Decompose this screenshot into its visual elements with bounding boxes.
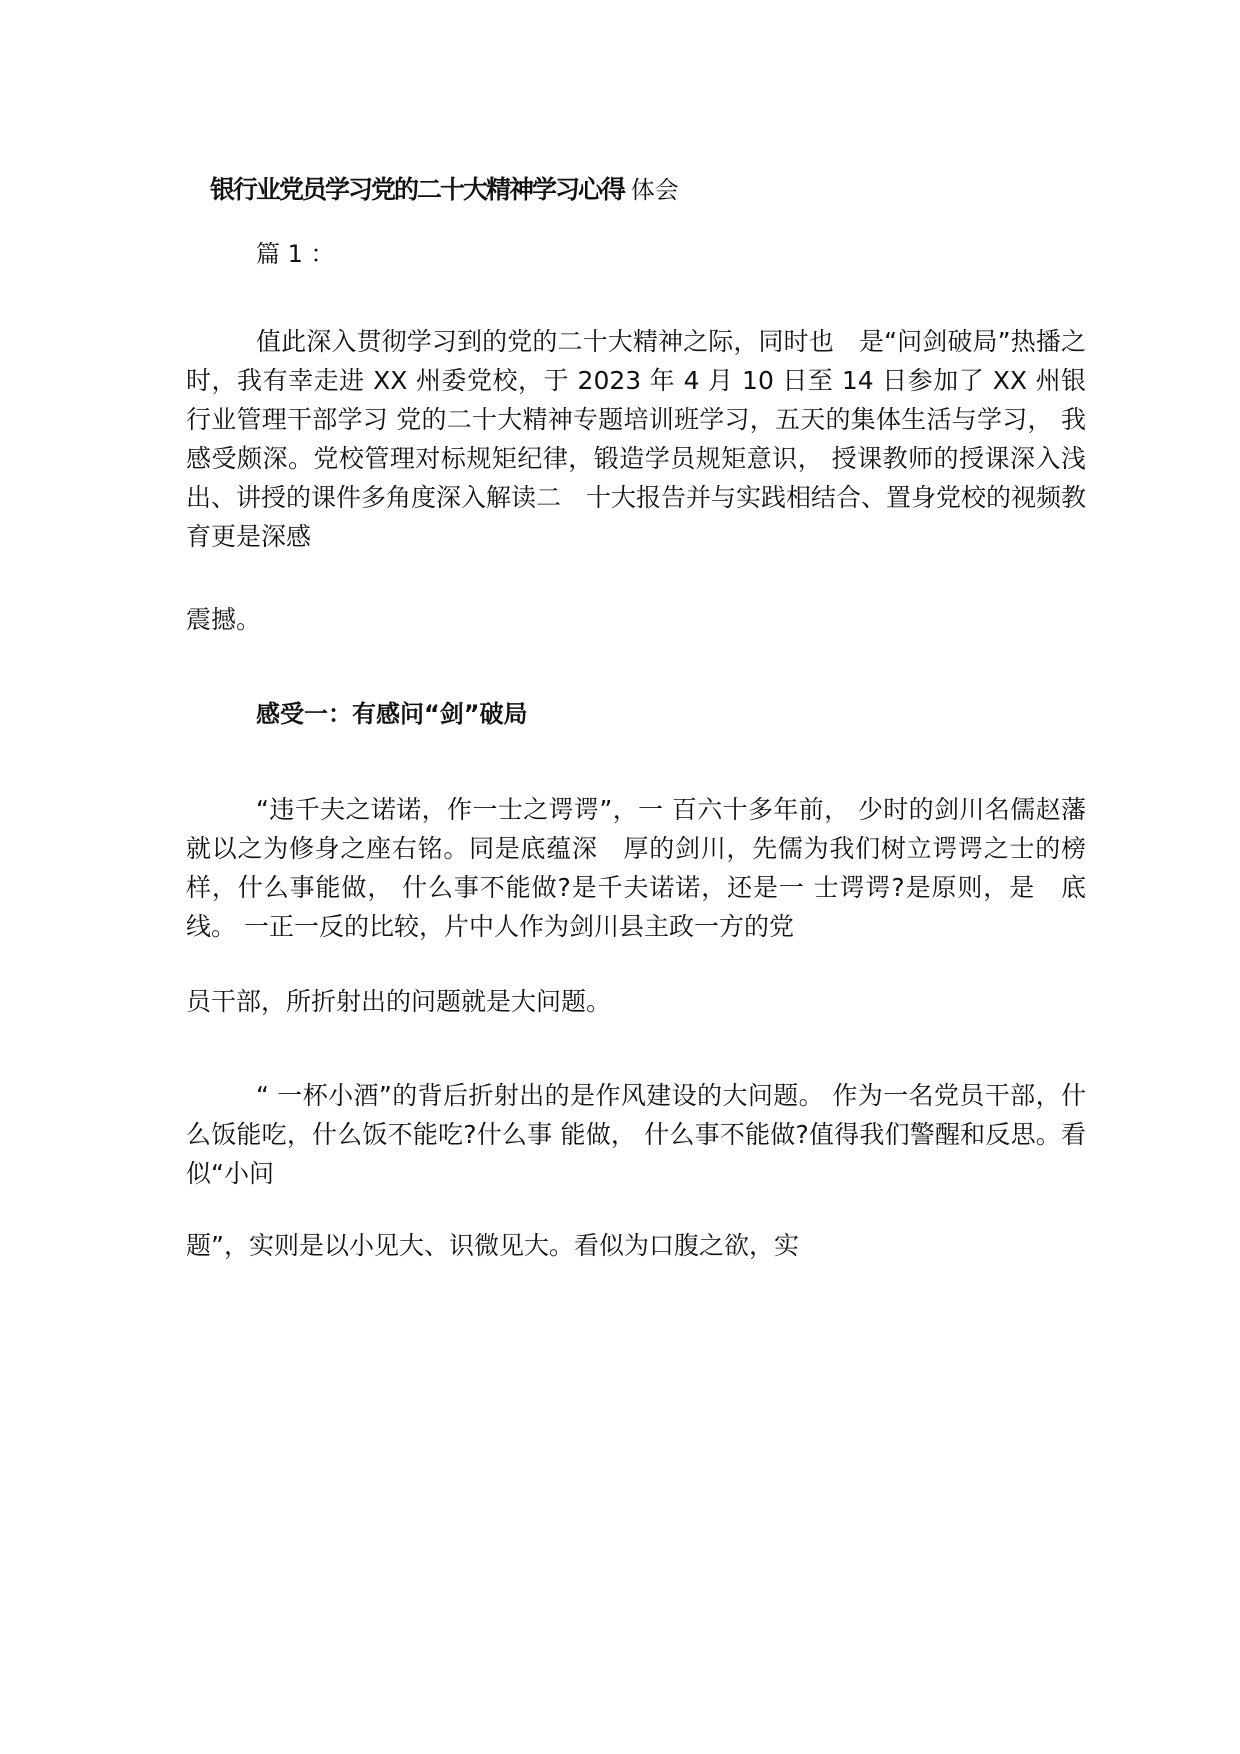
part-label: 篇 1 ： xyxy=(256,240,335,268)
title-main: 银行业党员学习党的二十大精神学习心得 xyxy=(210,175,625,204)
paragraph-1: 值此深入贯彻学习到的党的二十大精神之际，同时也 是“问剑破局”热播之时，我有幸走进 XX 州委党校，于 2023 年 4 月 10 日至 14 日参加了 XX 州银行业管理干部学习 党的二十大精神专题培训班学习，五天的集体生活与学习， 我感受颇深。党校管理对标规矩纪律，锻造学员规矩意识， 授课教师的授课深入浅出、讲授的课件多角度深入解读二 十大报告并与实践相结合、置身党校的视频教育更是深感 xyxy=(186,327,1087,551)
document-title xyxy=(210,170,679,206)
paragraph-1-tail: 震撼。 xyxy=(186,605,262,634)
paragraph-3-tail: 题”，实则是以小见大、识微见大。看似为口腹之欲，实 xyxy=(186,1231,799,1260)
title-suffix: 体会 xyxy=(630,176,679,204)
paragraph-3: “ 一杯小酒”的背后折射出的是作风建设的大问题。 作为一名党员干部，什么饭能吃，什么饭不能吃?什么事 能做， 什么事不能做?值得我们警醒和反思。看似“小问 xyxy=(186,1081,1086,1188)
section-1-heading: 感受一：有感问“剑”破局 xyxy=(256,700,528,728)
paragraph-2: “违千夫之诺诺，作一士之谔谔”，一 百六十多年前， 少时的剑川名儒赵藩就以之为修身之座右铭。同是底蕴深 厚的剑川，先儒为我们树立谔谔之士的榜样，什么事能做， 什么事不能做?是千夫诺诺，还是一 士谔谔?是原则，是 底线。 一正一反的比较，片中人作为剑川县主政一方的党 xyxy=(186,795,1086,941)
paragraph-2-tail: 员干部，所折射出的问题就是大问题。 xyxy=(186,987,612,1016)
